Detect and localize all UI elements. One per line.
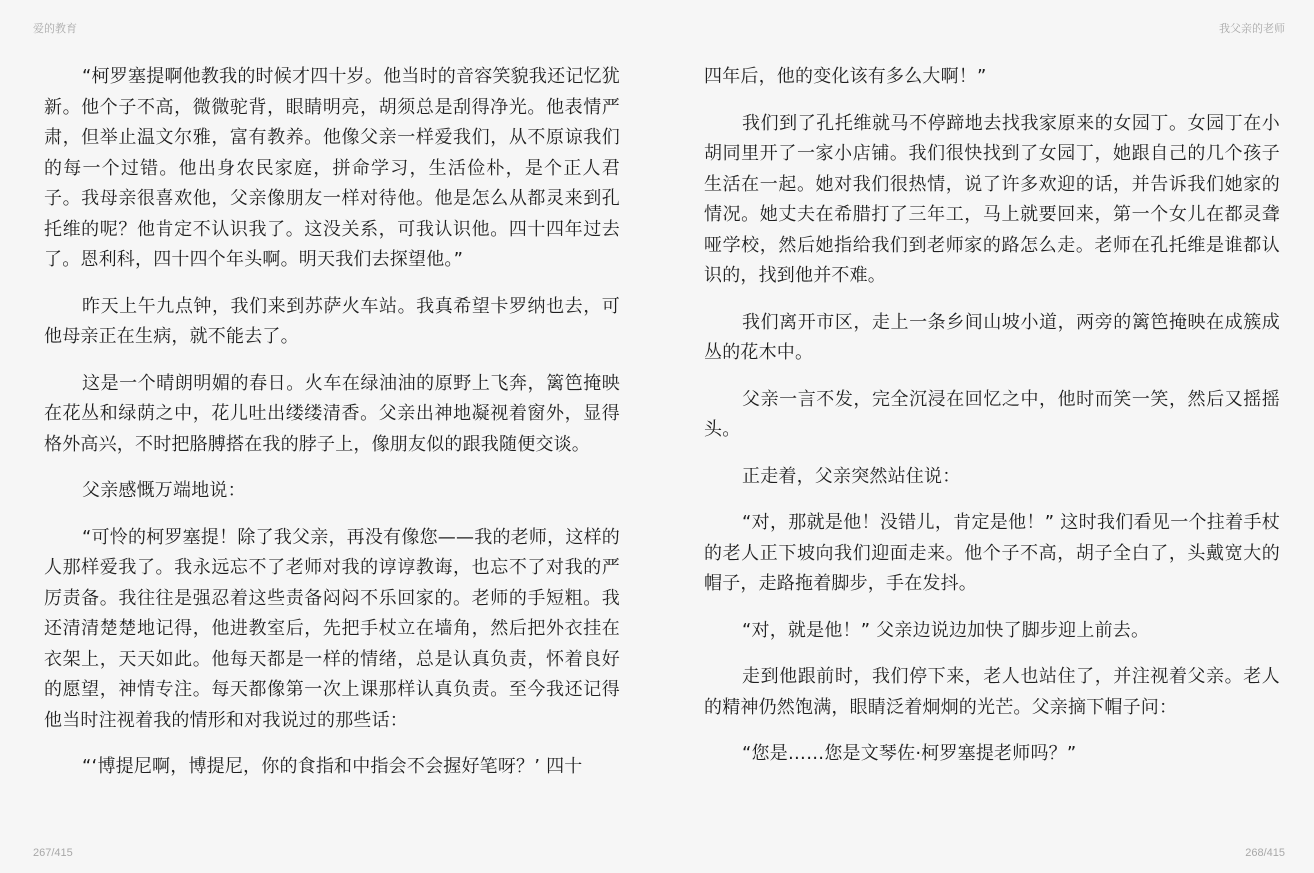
paragraph: 父亲感慨万端地说： bbox=[82, 480, 246, 501]
left-page-number: 267/415 bbox=[33, 847, 73, 859]
paragraph: “‘博提尼啊，博提尼，你的食指和中指会不会握好笔呀？’ 四十 bbox=[82, 756, 583, 777]
chapter-title: 我父亲的老师 bbox=[1219, 23, 1285, 35]
right-page bbox=[704, 62, 1280, 786]
paragraph: 我们离开市区，走上一条乡间山坡小道，两旁的篱笆掩映在成簇成丛的花木中。 bbox=[704, 311, 1280, 363]
right-page-number: 268/415 bbox=[1245, 847, 1285, 859]
paragraph: 走到他跟前时，我们停下来，老人也站住了，并注视着父亲。老人的精神仍然饱满，眼睛泛着炯炯的光芒。父亲摘下帽子问： bbox=[704, 666, 1280, 718]
paragraph: 我们到了孔托维就马不停蹄地去找我家原来的女园丁。女园丁在小胡同里开了一家小店铺。我们很快找到了女园丁，她跟自己的几个孩子生活在一起。她对我们很热情，说了许多欢迎的话，并告诉我们她家的情况。她丈夫在希腊打了三年工，马上就要回来，第一个女儿在都灵聋哑学校，然后她指给我们到老师家的路怎么走。老师在孔托维是谁都认识的，找到他并不难。 bbox=[704, 112, 1280, 286]
paragraph: “您是……您是文琴佐·柯罗塞提老师吗？” bbox=[742, 743, 1077, 764]
paragraph: “对，就是他！” 父亲边说边加快了脚步迎上前去。 bbox=[742, 619, 1150, 641]
book-title: 爱的教育 bbox=[33, 23, 77, 35]
left-page bbox=[44, 62, 620, 799]
paragraph: “柯罗塞提啊他教我的时候才四十岁。他当时的音容笑貌我还记忆犹新。他个子不高，微微驼背，眼睛明亮，胡须总是刮得净光。他表情严肃，但举止温文尔雅，富有教养。他像父亲一样爱我们，从不原谅我们的每一个过错。他出身农民家庭，拼命学习，生活俭朴，是个正人君子。我母亲很喜欢他，父亲像朋友一样对待他。他是怎么从都灵来到孔托维的呢？他肯定不认识我了。这没关系，可我认识他。四十四年过去了。恩利科，四十四个年头啊。明天我们去探望他。” bbox=[44, 66, 620, 270]
paragraph: “对，那就是他！没错儿，肯定是他！” 这时我们看见一个拄着手杖的老人正下坡向我们迎面走来。他个子不高，胡子全白了，头戴宽大的帽子，走路拖着脚步，手在发抖。 bbox=[704, 512, 1280, 594]
paragraph: 父亲一言不发，完全沉浸在回忆之中，他时而笑一笑，然后又摇摇头。 bbox=[704, 388, 1280, 440]
paragraph: “可怜的柯罗塞提！除了我父亲，再没有像您——我的老师，这样的人那样爱我了。我永远忘不了老师对我的谆谆教诲，也忘不了对我的严厉责备。我往往是强忍着这些责备闷闷不乐回家的。老师的手短粗。我还清清楚楚地记得，他进教室后，先把手杖立在墙角，然后把外衣挂在衣架上，天天如此。他每天都是一样的情绪，总是认真负责，怀着良好的愿望，神情专注。每天都像第一次上课那样认真负责。至今我还记得他当时注视着我的情形和对我说过的那些话： bbox=[44, 526, 620, 731]
paragraph-continuation: 四年后，他的变化该有多么大啊！” bbox=[704, 66, 987, 87]
paragraph: 这是一个晴朗明媚的春日。火车在绿油油的原野上飞奔，篱笆掩映在花丛和绿荫之中，花儿吐出缕缕清香。父亲出神地凝视着窗外，显得格外高兴，不时把胳膊搭在我的脖子上，像朋友似的跟我随便交谈。 bbox=[44, 372, 620, 455]
paragraph: 昨天上午九点钟，我们来到苏萨火车站。我真希望卡罗纳也去，可他母亲正在生病，就不能去了。 bbox=[44, 295, 620, 347]
paragraph: 正走着，父亲突然站住说： bbox=[742, 465, 961, 487]
